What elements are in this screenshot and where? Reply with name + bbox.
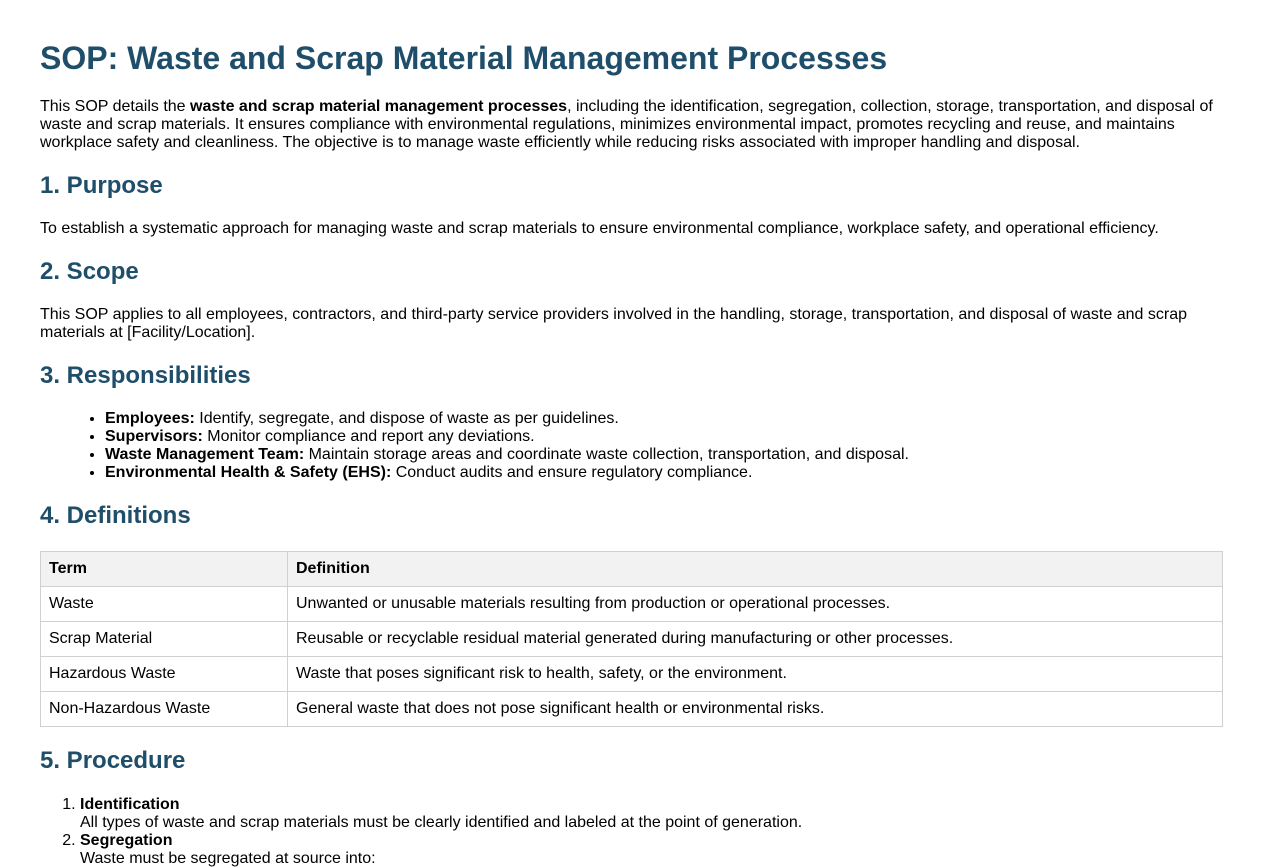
responsibility-text: Maintain storage areas and coordinate waste collection, transportation, and disposal.	[304, 446, 909, 463]
table-header-row	[41, 552, 1223, 587]
step-description: Waste must be segregated at source into:	[80, 850, 376, 867]
definition-cell: Reusable or recyclable residual material generated during manufacturing or other processes.	[288, 622, 1223, 657]
term-cell: Non-Hazardous Waste	[41, 692, 288, 727]
scope-heading: 2. Scope	[40, 258, 139, 285]
responsibility-item	[105, 446, 1223, 464]
term-cell: Scrap Material	[41, 622, 288, 657]
responsibility-text: Monitor compliance and report any deviations.	[202, 428, 535, 445]
procedure-step	[80, 796, 1223, 832]
column-header-term: Term	[41, 552, 288, 587]
responsibility-role: Supervisors:	[105, 428, 203, 445]
table-row	[41, 657, 1223, 692]
intro-text-bold: waste and scrap material management processes	[190, 98, 568, 115]
intro-text-end: , including the identification, segregation, collection, storage, transportation, and disposal of waste and scrap materials. It ensures compliance with environmental regulations, minimizes environmental impact, promotes recycling and reuse, and maintains workplace safety and cleanliness. The objective is to manage waste efficiently while reducing risks associated with improper handling and disposal.	[40, 98, 1213, 151]
responsibilities-heading: 3. Responsibilities	[40, 362, 251, 389]
procedure-step	[80, 832, 1223, 868]
table-row	[41, 692, 1223, 727]
purpose-text: To establish a systematic approach for managing waste and scrap materials to ensure environmental compliance, workplace safety, and operational efficiency.	[40, 220, 1159, 237]
intro-text-start: This SOP details the	[40, 98, 190, 115]
purpose-heading: 1. Purpose	[40, 172, 163, 199]
responsibility-role: Employees:	[105, 410, 195, 427]
page-title: SOP: Waste and Scrap Material Management Processes	[40, 40, 888, 76]
responsibility-item	[105, 428, 1223, 446]
table-row	[41, 587, 1223, 622]
term-cell: Hazardous Waste	[41, 657, 288, 692]
step-description: All types of waste and scrap materials must be clearly identified and labeled at the point of generation.	[80, 814, 803, 831]
responsibility-role: Environmental Health & Safety (EHS):	[105, 464, 392, 481]
responsibility-item	[105, 464, 1223, 482]
definition-cell: Waste that poses significant risk to health, safety, or the environment.	[288, 657, 1223, 692]
definition-cell: General waste that does not pose significant health or environmental risks.	[288, 692, 1223, 727]
step-title: 1. Identification	[80, 796, 180, 813]
intro-paragraph	[40, 98, 1223, 152]
column-header-definition: Definition	[288, 552, 1223, 587]
scope-text: This SOP applies to all employees, contractors, and third-party service providers involved in the handling, storage, transportation, and disposal of waste and scrap materials at [Facility/Location].	[40, 306, 1187, 341]
responsibility-text: Identify, segregate, and dispose of waste as per guidelines.	[194, 410, 619, 427]
responsibility-text: Conduct audits and ensure regulatory compliance.	[391, 464, 753, 481]
procedure-heading: 5. Procedure	[40, 747, 186, 774]
definition-cell: Unwanted or unusable materials resulting from production or operational processes.	[288, 587, 1223, 622]
definitions-table	[40, 551, 1223, 727]
definitions-heading: 4. Definitions	[40, 502, 191, 529]
table-row	[41, 622, 1223, 657]
procedure-steps-list	[40, 796, 1223, 868]
responsibility-role: Waste Management Team:	[105, 446, 305, 463]
responsibility-item	[105, 410, 1223, 428]
term-cell: Waste	[41, 587, 288, 622]
responsibilities-list	[40, 410, 1223, 482]
step-title: 2. Segregation	[80, 832, 173, 849]
